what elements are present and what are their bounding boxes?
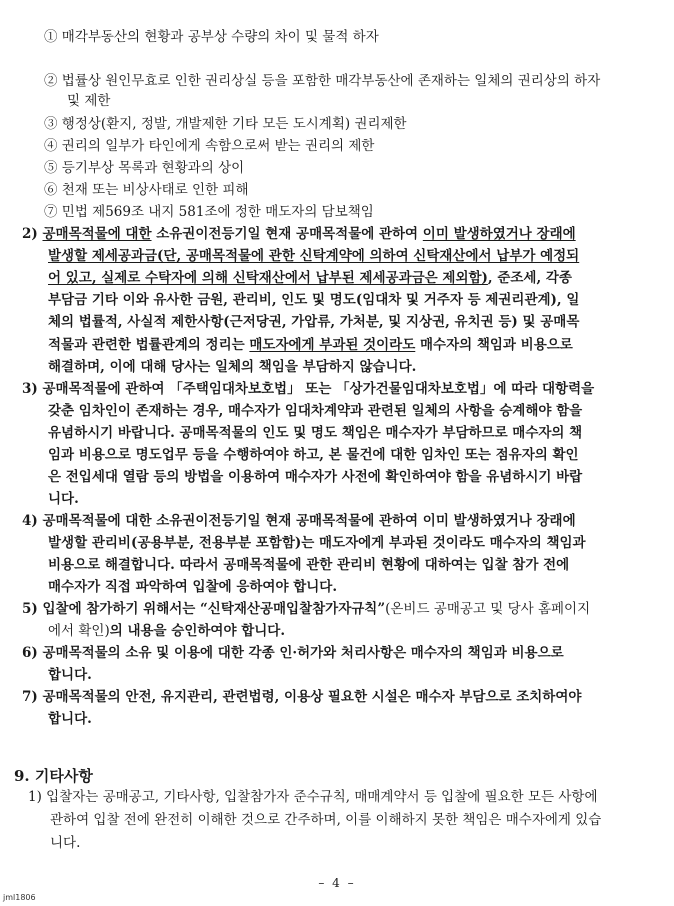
- section-9-title: 9. 기타사항: [14, 767, 93, 785]
- item2-underline-d: 매도자에게 부과된 것이라도: [249, 337, 416, 353]
- item5-line-1: [22, 600, 590, 618]
- item2-line-5: 체의 법률적, 사실적 제한사항(근저당권, 가압류, 가처분, 및 지상권, 유치권 등) 및 공매목: [48, 314, 580, 330]
- list-item-5: ⑤ 등기부상 목록과 현황과의 상이: [44, 160, 245, 176]
- section9-line-2: 관하여 입찰 전에 완전히 이해한 것으로 간주하며, 이를 이해하지 못한 책임은 매수자에게 있습: [50, 812, 602, 828]
- list-item-6: ⑥ 천재 또는 비상사태로 인한 피해: [44, 182, 249, 198]
- item3-line-5: 은 전입세대 열람 등의 방법을 이용하여 매수자가 사전에 확인하여야 함을 유념하시기 바랍: [48, 469, 583, 485]
- item3-line-1: 3) 공매목적물에 관하여 「주택임대차보호법」 또는 「상가건물임대차보호법」에 따라 대항력을: [22, 381, 595, 397]
- item5-text-b: (온비드 공매공고 및 당사 홈페이지: [385, 601, 591, 617]
- item5-text-a: 5) 입찰에 참가하기 위해서는 “신탁재산공매입찰참가자규칙”: [22, 601, 386, 617]
- item3-line-6: 니다.: [48, 491, 79, 507]
- item4-line-2: 발생할 관리비(공용부분, 전용부분 포함함)는 매도자에게 부과된 것이라도 매수자의 책임과: [48, 535, 586, 551]
- item2-line-6: [48, 336, 573, 354]
- item2-text-a: 소유권이전등기일 현재 공매목적물에 관하여: [151, 226, 423, 242]
- item7-line-2: 합니다.: [48, 711, 92, 727]
- item2-text-b: , 준조세, 각종: [487, 270, 572, 286]
- list-item-1: ① 매각부동산의 현황과 공부상 수량의 차이 및 물적 하자: [44, 29, 379, 45]
- section9-line-3: 니다.: [50, 835, 81, 851]
- item4-line-1: 4) 공매목적물에 대한 소유권이전등기일 현재 공매목적물에 관하여 이미 발생하였거나 장래에: [22, 513, 576, 529]
- page-number: – 4 –: [318, 876, 356, 890]
- item3-line-4: 임과 비용으로 명도업무 등을 수행하여야 하고, 본 물건에 대한 임차인 또는 점유자의 확인: [48, 447, 579, 463]
- item2-line-4: 부담금 기타 이와 유사한 금원, 관리비, 인도 및 명도(임대차 및 거주자 등 제권리관계), 일: [48, 292, 580, 308]
- footer-id: jml1806: [3, 893, 36, 902]
- item5-line-2: [48, 622, 285, 640]
- item2-text-d: 매수자의 책임과 비용으로: [415, 337, 573, 353]
- item4-line-3: 비용으로 해결합니다. 따라서 공매목적물에 관한 관리비 현황에 대하여는 입찰 참가 전에: [48, 557, 570, 573]
- item5-text-d: 의 내용을 승인하여야 합니다.: [109, 623, 286, 639]
- item5-text-c: 에서 확인): [48, 623, 110, 639]
- item2-underline-a: 공매목적물에 대한: [42, 226, 152, 242]
- item2-line-7: 해결하며, 이에 대해 당사는 일체의 책임을 부담하지 않습니다.: [48, 359, 417, 375]
- item2-line-3: [48, 269, 572, 287]
- section9-line-1: 1) 입찰자는 공매공고, 기타사항, 입찰참가자 준수규칙, 매매계약서 등 입찰에 필요한 모든 사항에: [28, 789, 598, 805]
- list-item-2-cont: 및 제한: [67, 93, 111, 109]
- item2-underline-c: 어 있고, 실제로 수탁자에 의해 신탁재산에서 납부된 제세공과금은 제외함): [48, 270, 488, 286]
- item2-num: 2): [22, 226, 43, 242]
- list-item-7: ⑦ 민법 제569조 내지 581조에 정한 매도자의 담보책임: [44, 204, 374, 220]
- item3-line-2: 갖춘 임차인이 존재하는 경우, 매수자가 임대차계약과 관련된 일체의 사항을 승계해야 함을: [48, 403, 583, 419]
- list-item-2: ② 법률상 원인무효로 인한 권리상실 등을 포함한 매각부동산에 존재하는 일체의 권리상의 하자: [44, 73, 601, 89]
- item2-line-2: 발생할 제세공과금(단, 공매목적물에 관한 신탁계약에 의하여 신탁재산에서 납부가 예정되: [48, 248, 580, 264]
- item2-text-c: 적물과 관련한 법률관계의 정리는: [48, 337, 250, 353]
- item4-line-4: 매수자가 직접 파악하여 입찰에 응하여야 합니다.: [48, 579, 338, 595]
- item6-line-1: 6) 공매목적물의 소유 및 이용에 대한 각종 인·허가와 처리사항은 매수자의 책임과 비용으로: [22, 645, 564, 661]
- item3-line-3: 유념하시기 바랍니다. 공매목적물의 인도 및 명도 책임은 매수자가 부담하므로 매수자의 책: [48, 425, 583, 441]
- item2-line-1: [22, 225, 576, 243]
- list-item-4: ④ 권리의 일부가 타인에게 속함으로써 받는 권리의 제한: [44, 138, 375, 154]
- list-item-3: ③ 행정상(환지, 정발, 개발제한 기타 모든 도시계획) 권리제한: [44, 116, 407, 132]
- item2-underline-b: 이미 발생하였거나 장래에: [422, 226, 576, 242]
- item6-line-2: 합니다.: [48, 667, 92, 683]
- item7-line-1: 7) 공매목적물의 안전, 유지관리, 관련법령, 이용상 필요한 시설은 매수자 부담으로 조치하여야: [22, 689, 582, 705]
